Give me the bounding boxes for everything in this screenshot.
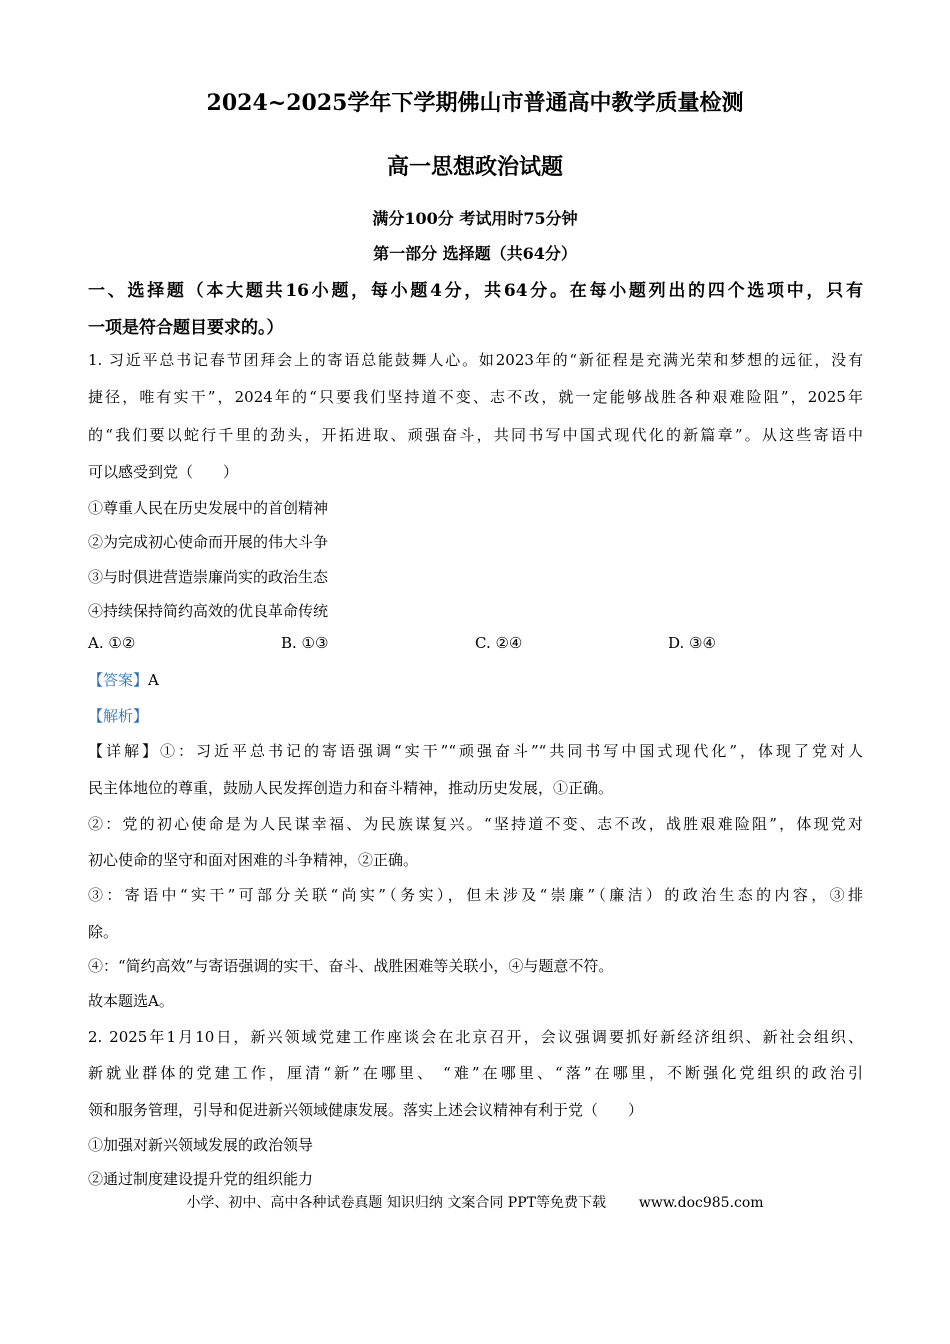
q2-statement: ①加强对新兴领域发展的政治领导 (88, 1136, 314, 1154)
q1-statement: ③与时俱进营造崇廉尚实的政治生态 (88, 568, 329, 586)
q2-statement: ②通过制度建设提升党的组织能力 (88, 1170, 314, 1188)
q1-stem-line: 捷径，唯有实干”，2024年的“只要我们坚持道不变、志不改，就一定能够战胜各种艰难险阻”，2025年 (88, 388, 863, 406)
q1-detail-line: ③：寄语中“实干”可部分关联“尚实”（务实），但未涉及“崇廉”（廉洁）的政治生态的内容，③排 (88, 886, 863, 904)
q1-detail-line: 【详解】①：习近平总书记的寄语强调“实干”“顽强奋斗”“共同书写中国式现代化”，体现了党对人 (88, 742, 863, 760)
q1-detail-line: ②：党的初心使命是为人民谋幸福、为民族谋复兴。“坚持道不变、志不改，战胜艰难险阻”，体现党对 (88, 815, 863, 833)
q2-stem-line: 领和服务管理，引导和促进新兴领域健康发展。落实上述会议精神有利于党（ ） (88, 1101, 644, 1119)
section-heading-line1: 一、选择题（本大题共16小题，每小题4分，共64分。在每小题列出的四个选项中，只有 (88, 281, 863, 301)
q1-detail-line: ④：“简约高效”与寄语强调的实干、奋斗、战胜困难等关联小，④与题意不符。 (88, 957, 614, 975)
answer-tag: 【答案】 (88, 671, 149, 689)
footer-text: 小学、初中、高中各种试卷真题 知识归纳 文案合同 PPT等免费下载 (186, 1195, 606, 1211)
section-heading-line2: 一项是符合题目要求的。） (88, 318, 284, 338)
q1-statement: ②为完成初心使命而开展的伟大斗争 (88, 533, 329, 551)
q1-option-d: D. ③④ (668, 634, 716, 652)
q1-detail-line: 故本题选A。 (88, 992, 174, 1010)
q2-stem-line: 2. 2025年1月10日，新兴领域党建工作座谈会在北京召开，会议强调要抓好新经济组织、新社会组织、 (88, 1028, 863, 1046)
q1-statement: ①尊重人民在历史发展中的首创精神 (88, 499, 329, 517)
q1-option-a: A. ①② (88, 634, 136, 652)
q1-detail-line: 民主体地位的尊重，鼓励人民发挥创造力和奋斗精神，推动历史发展，①正确。 (88, 779, 614, 797)
q1-stem-line: 可以感受到党（ ） (88, 463, 239, 481)
part-heading: 第一部分 选择题（共64分） (373, 244, 577, 263)
exam-subtitle: 高一思想政治试题 (386, 154, 563, 180)
analysis-tag: 【解析】 (88, 707, 149, 725)
q1-stem-line: 的“我们要以蛇行千里的劲头，开拓进取、顽强奋斗，共同书写中国式现代化的新篇章”。从这些寄语中 (88, 426, 863, 444)
q1-detail-line: 除。 (88, 923, 119, 941)
score-time: 满分100分 考试用时75分钟 (372, 209, 578, 228)
q1-detail-line: 初心使命的坚守和面对困难的斗争精神，②正确。 (88, 851, 419, 869)
page-footer (0, 1192, 950, 1212)
q1-statement: ④持续保持简约高效的优良革命传统 (88, 602, 329, 620)
q2-stem-line: 新就业群体的党建工作，厘清“新”在哪里、 “难”在哪里、“落”在哪里，不断强化党组织的政治引 (88, 1064, 863, 1082)
q1-option-b: B. ①③ (281, 634, 329, 652)
answer-value: A (148, 671, 159, 689)
exam-title: 2024~2025学年下学期佛山市普通高中教学质量检测 (206, 90, 744, 116)
q1-option-c: C. ②④ (475, 634, 523, 652)
footer-url[interactable]: www.doc985.com (638, 1195, 764, 1211)
q1-answer (88, 669, 159, 690)
q1-stem-line: 1. 习近平总书记春节团拜会上的寄语总能鼓舞人心。如2023年的“新征程是充满光荣和梦想的远征，没有 (88, 351, 863, 369)
